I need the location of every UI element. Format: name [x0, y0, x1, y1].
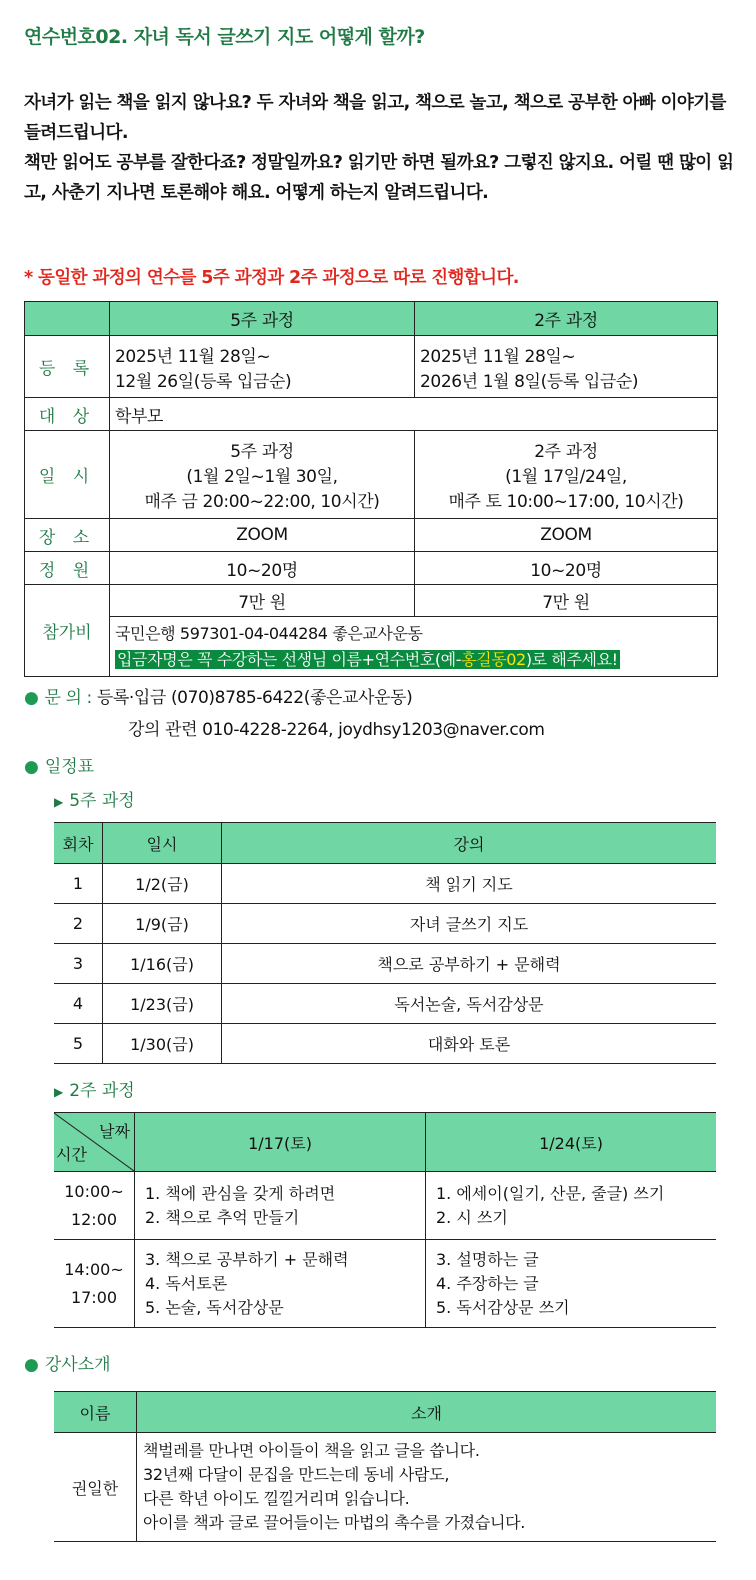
cell-lecture: 책으로 공부하기 + 문해력 — [222, 944, 717, 984]
time-text: 14:00~ — [64, 1259, 124, 1279]
course-info-table — [24, 301, 718, 677]
lecture-item: 4. 주장하는 글 — [436, 1273, 539, 1293]
day1-cell — [135, 1172, 426, 1240]
instructor-table — [54, 1391, 716, 1542]
time-text: 12:00 — [70, 1209, 118, 1229]
lecture-item: 2. 책으로 추억 만들기 — [145, 1207, 300, 1227]
lecture-item: 3. 책으로 공부하기 + 문해력 — [145, 1249, 349, 1269]
triangle-icon: ▶ — [54, 795, 64, 809]
label-fee: 참가비 — [25, 585, 110, 677]
capacity-five: 10~20명 — [110, 552, 415, 585]
triangle-icon: ▶ — [54, 1085, 64, 1099]
cell-session: 1 — [54, 864, 103, 904]
schedule-five-line: 매주 금 20:00~22:00, 10시간) — [144, 492, 380, 512]
lecture-item: 4. 독서토론 — [145, 1273, 228, 1293]
target-value: 학부모 — [110, 398, 718, 431]
two-week-table — [54, 1112, 716, 1328]
bullet-icon: ● — [24, 688, 39, 708]
label-register: 등 록 — [25, 336, 110, 398]
lecture-item: 1. 책에 관심을 갖게 하려면 — [145, 1183, 336, 1203]
instructor-heading-text: 강사소개 — [44, 1355, 111, 1375]
cell-lecture: 대화와 토론 — [222, 1024, 717, 1064]
label-schedule: 일 시 — [25, 431, 110, 519]
corner-time-label: 시간 — [56, 1145, 87, 1164]
bio-line: 다른 학년 아이도 낄낄거리며 읽습니다. — [143, 1489, 410, 1508]
bank-account: 국민은행 597301-04-044284 좋은교사운동 — [115, 623, 423, 643]
deposit-instruction — [115, 647, 717, 673]
time-cell — [54, 1172, 135, 1240]
day2-cell — [426, 1172, 717, 1240]
col-date: 일시 — [103, 823, 222, 864]
cell-session: 3 — [54, 944, 103, 984]
register-two — [415, 336, 718, 398]
header-five-week: 5주 과정 — [110, 302, 415, 336]
register-two-line: 2026년 1월 8일(등록 입금순) — [420, 371, 639, 392]
intro-text — [24, 88, 736, 208]
col-name: 이름 — [54, 1392, 137, 1433]
cell-date: 1/9(금) — [103, 904, 222, 944]
table-row — [54, 1433, 716, 1542]
table-row — [54, 984, 716, 1024]
lecture-item: 5. 독서감상문 쓰기 — [436, 1297, 570, 1317]
table-row — [54, 904, 716, 944]
table-row — [54, 944, 716, 984]
inquiry-section — [24, 682, 545, 746]
intro-paragraph: 자녀가 읽는 책을 읽지 않나요? 두 자녀와 책을 읽고, 책으로 놀고, 책으로 공부한 아빠 이야기를 들려드립니다. — [24, 93, 726, 143]
label-target: 대 상 — [25, 398, 110, 431]
cell-date: 1/30(금) — [103, 1024, 222, 1064]
cell-session: 5 — [54, 1024, 103, 1064]
fee-bank-info — [110, 617, 718, 677]
capacity-two: 10~20명 — [415, 552, 718, 585]
deposit-example: 홍길동02 — [461, 649, 526, 669]
schedule-two — [415, 431, 718, 519]
bullet-icon: ● — [24, 1355, 39, 1375]
register-five-line: 2025년 11월 28일~ — [115, 346, 271, 367]
deposit-text: 입금자명은 꼭 수강하는 선생님 이름+연수번호(예- — [117, 649, 462, 669]
col-session: 회차 — [54, 823, 103, 864]
table-row — [54, 1240, 716, 1328]
register-two-line: 2025년 11월 28일~ — [420, 346, 576, 367]
instructor-name: 권일한 — [54, 1433, 137, 1542]
day2-cell — [426, 1240, 717, 1328]
day1-cell — [135, 1240, 426, 1328]
schedule-two-line: 매주 토 10:00~17:00, 10시간) — [448, 492, 684, 512]
instructor-bio — [137, 1433, 717, 1542]
corner-cell — [54, 1113, 135, 1172]
bullet-icon: ● — [24, 757, 39, 777]
place-five: ZOOM — [110, 519, 415, 552]
fee-five: 7만 원 — [110, 585, 415, 617]
bio-line: 32년째 다달이 문집을 만드는데 동네 사람도, — [143, 1465, 450, 1484]
col-lecture: 강의 — [222, 823, 717, 864]
corner-date-label: 날짜 — [99, 1122, 130, 1141]
intro-paragraph: 책만 읽어도 공부를 잘한다죠? 정말일까요? 읽기만 하면 될까요? 그렇진 않지요. 어릴 땐 많이 읽고, 사춘기 지나면 토론해야 해요. 어떻게 하는지 알려드립니다. — [24, 153, 734, 203]
place-two: ZOOM — [415, 519, 718, 552]
label-place: 장 소 — [25, 519, 110, 552]
cell-session: 4 — [54, 984, 103, 1024]
schedule-five-line: (1월 2일~1월 30일, — [186, 467, 338, 487]
cell-date: 1/2(금) — [103, 864, 222, 904]
fee-two: 7만 원 — [415, 585, 718, 617]
lecture-item: 5. 논술, 독서감상문 — [145, 1297, 284, 1317]
page-title: 연수번호02. 자녀 독서 글쓰기 지도 어떻게 할까? — [24, 26, 425, 48]
cell-lecture: 자녀 글쓰기 지도 — [222, 904, 717, 944]
col-day1: 1/17(토) — [135, 1113, 426, 1172]
cell-date: 1/16(금) — [103, 944, 222, 984]
cell-lecture: 독서논술, 독서감상문 — [222, 984, 717, 1024]
inquiry-register: 등록·입금 (070)8785-6422(좋은교사운동) — [96, 688, 413, 708]
lecture-item: 1. 에세이(일기, 산문, 줄글) 쓰기 — [436, 1183, 665, 1203]
schedule-two-line: (1월 17일/24일, — [505, 467, 627, 487]
two-week-heading-text: 2주 과정 — [69, 1081, 135, 1101]
notice-text: * 동일한 과정의 연수를 5주 과정과 2주 과정으로 따로 진행합니다. — [24, 268, 519, 288]
schedule-heading — [24, 752, 94, 777]
time-text: 10:00~ — [64, 1181, 124, 1201]
time-text: 17:00 — [70, 1287, 118, 1307]
table-row — [54, 1024, 716, 1064]
bio-line: 아이를 책과 글로 끌어들이는 마법의 촉수를 가졌습니다. — [143, 1513, 526, 1532]
lecture-item: 2. 시 쓰기 — [436, 1207, 508, 1227]
cell-date: 1/23(금) — [103, 984, 222, 1024]
cell-lecture: 책 읽기 지도 — [222, 864, 717, 904]
col-bio: 소개 — [137, 1392, 717, 1433]
schedule-two-line: 2주 과정 — [534, 442, 598, 462]
bio-line: 책벌레를 만나면 아이들이 책을 읽고 글을 씁니다. — [143, 1441, 480, 1460]
five-week-heading-text: 5주 과정 — [69, 791, 135, 811]
schedule-heading-text: 일정표 — [44, 757, 95, 777]
header-corner — [25, 302, 110, 336]
schedule-five-line: 5주 과정 — [230, 442, 294, 462]
schedule-five — [110, 431, 415, 519]
label-capacity: 정 원 — [25, 552, 110, 585]
inquiry-label: 문 의 : — [44, 688, 92, 708]
two-week-heading — [54, 1076, 135, 1101]
five-week-table — [54, 822, 716, 1064]
header-two-week: 2주 과정 — [415, 302, 718, 336]
instructor-heading — [24, 1350, 111, 1375]
inquiry-lecture: 강의 관련 010-4228-2264, joydhsy1203@naver.com — [128, 720, 545, 740]
register-five-line: 12월 26일(등록 입금순) — [115, 371, 292, 392]
col-day2: 1/24(토) — [426, 1113, 717, 1172]
time-cell — [54, 1240, 135, 1328]
five-week-heading — [54, 786, 135, 811]
register-five — [110, 336, 415, 398]
table-row — [54, 1172, 716, 1240]
deposit-text: )로 해주세요! — [525, 649, 618, 669]
cell-session: 2 — [54, 904, 103, 944]
lecture-item: 3. 설명하는 글 — [436, 1249, 539, 1269]
table-row — [54, 864, 716, 904]
deposit-highlight — [115, 650, 620, 669]
